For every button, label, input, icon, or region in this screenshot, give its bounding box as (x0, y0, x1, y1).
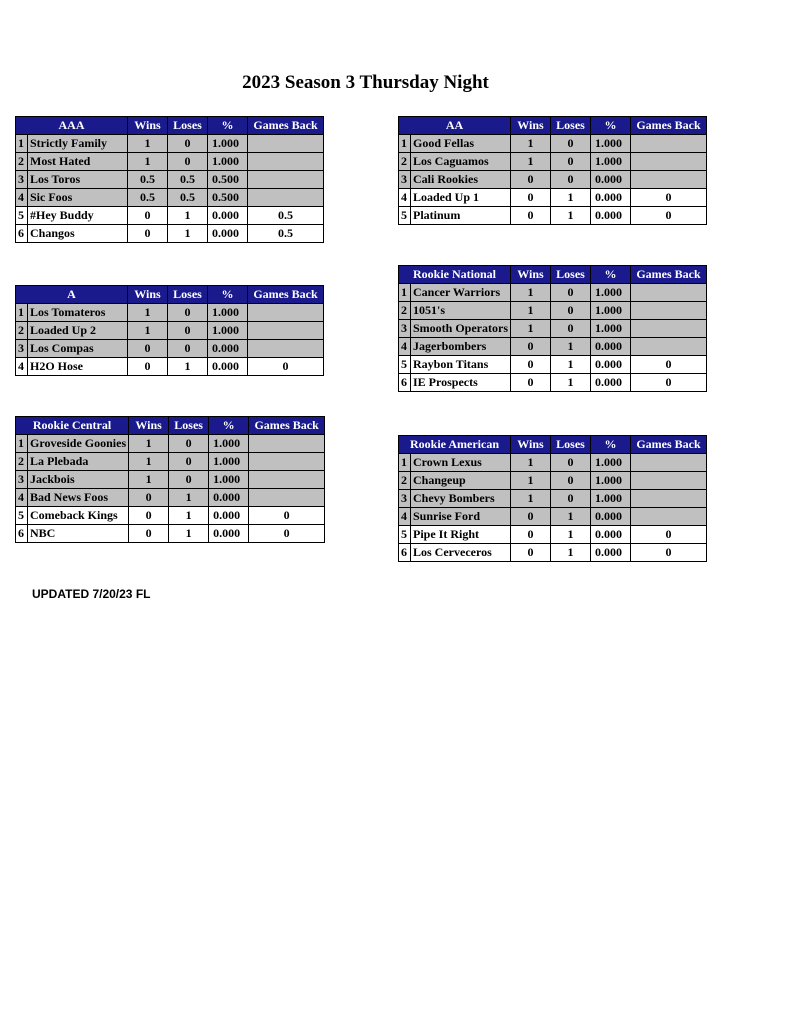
table-row (16, 135, 324, 153)
wins-cell: 1 (128, 135, 168, 153)
header-loses: Loses (168, 286, 208, 304)
loses-cell: 0 (169, 471, 209, 489)
wins-cell: 1 (511, 490, 551, 508)
pct-cell: 0.000 (208, 358, 248, 376)
games-back-cell: 0 (631, 356, 707, 374)
wins-cell: 0 (129, 507, 169, 525)
rank-cell: 6 (16, 225, 28, 243)
team-name-cell: NBC (28, 525, 129, 543)
team-name-cell: Los Compas (28, 340, 128, 358)
rank-cell: 3 (399, 490, 411, 508)
header-pct: % (209, 417, 249, 435)
standings-table-aa (398, 116, 707, 225)
loses-cell: 0.5 (168, 189, 208, 207)
team-name-cell: Groveside Goonies (28, 435, 129, 453)
table-row (399, 544, 707, 562)
table-row (399, 338, 707, 356)
loses-cell: 1 (551, 189, 591, 207)
pct-cell: 1.000 (591, 153, 631, 171)
pct-cell: 0.500 (208, 171, 248, 189)
team-name-cell: La Plebada (28, 453, 129, 471)
pct-cell: 1.000 (591, 320, 631, 338)
header-pct: % (591, 117, 631, 135)
table-header-row (399, 266, 707, 284)
wins-cell: 1 (129, 471, 169, 489)
wins-cell: 1 (511, 320, 551, 338)
games-back-cell (249, 453, 325, 471)
rank-cell: 1 (16, 435, 28, 453)
team-name-cell: #Hey Buddy (28, 207, 128, 225)
pct-cell: 0.000 (591, 526, 631, 544)
pct-cell: 0.000 (209, 525, 249, 543)
games-back-cell (631, 454, 707, 472)
rank-cell: 4 (16, 189, 28, 207)
table-header-row (16, 117, 324, 135)
header-wins: Wins (511, 436, 551, 454)
pct-cell: 0.500 (208, 189, 248, 207)
loses-cell: 1 (551, 374, 591, 392)
division-name: Rookie American (399, 436, 511, 454)
wins-cell: 1 (128, 304, 168, 322)
loses-cell: 1 (551, 356, 591, 374)
rank-cell: 2 (399, 472, 411, 490)
team-name-cell: Pipe It Right (411, 526, 511, 544)
rank-cell: 6 (16, 525, 28, 543)
header-wins: Wins (128, 117, 168, 135)
rank-cell: 3 (399, 171, 411, 189)
loses-cell: 1 (169, 507, 209, 525)
team-name-cell: Los Cerveceros (411, 544, 511, 562)
wins-cell: 1 (511, 135, 551, 153)
table-row (16, 489, 325, 507)
pct-cell: 0.000 (591, 207, 631, 225)
team-name-cell: Cancer Warriors (411, 284, 511, 302)
table-row (16, 340, 324, 358)
loses-cell: 0.5 (168, 171, 208, 189)
loses-cell: 0 (169, 453, 209, 471)
loses-cell: 0 (551, 153, 591, 171)
wins-cell: 0 (128, 207, 168, 225)
games-back-cell: 0 (631, 526, 707, 544)
loses-cell: 1 (168, 225, 208, 243)
table-header-row (399, 436, 707, 454)
table-row (399, 302, 707, 320)
pct-cell: 1.000 (209, 435, 249, 453)
rank-cell: 3 (16, 171, 28, 189)
table-row (399, 356, 707, 374)
table-row (399, 374, 707, 392)
standings-table-aaa (15, 116, 324, 243)
games-back-cell (248, 135, 324, 153)
games-back-cell: 0.5 (248, 207, 324, 225)
rank-cell: 2 (399, 153, 411, 171)
wins-cell: 1 (129, 453, 169, 471)
standings-table-a (15, 285, 324, 376)
games-back-cell (631, 490, 707, 508)
pct-cell: 1.000 (591, 490, 631, 508)
table-row (16, 435, 325, 453)
wins-cell: 0 (511, 508, 551, 526)
team-name-cell: Loaded Up 2 (28, 322, 128, 340)
pct-cell: 0.000 (591, 374, 631, 392)
table-row (399, 526, 707, 544)
games-back-cell: 0 (248, 358, 324, 376)
header-loses: Loses (551, 117, 591, 135)
team-name-cell: Los Caguamos (411, 153, 511, 171)
pct-cell: 1.000 (209, 453, 249, 471)
rank-cell: 2 (16, 153, 28, 171)
header-pct: % (591, 436, 631, 454)
games-back-cell (631, 320, 707, 338)
games-back-cell (631, 284, 707, 302)
pct-cell: 0.000 (591, 171, 631, 189)
loses-cell: 0 (551, 490, 591, 508)
header-loses: Loses (168, 117, 208, 135)
games-back-cell (248, 340, 324, 358)
page-title: 2023 Season 3 Thursday Night (242, 72, 489, 93)
table-row (16, 453, 325, 471)
table-row (399, 284, 707, 302)
games-back-cell (248, 304, 324, 322)
wins-cell: 0 (129, 489, 169, 507)
table-row (399, 508, 707, 526)
games-back-cell (631, 508, 707, 526)
table-row (399, 207, 707, 225)
rank-cell: 5 (399, 356, 411, 374)
table-row (399, 189, 707, 207)
wins-cell: 0 (511, 207, 551, 225)
wins-cell: 1 (511, 302, 551, 320)
games-back-cell (249, 435, 325, 453)
games-back-cell: 0 (631, 189, 707, 207)
team-name-cell: Comeback Kings (28, 507, 129, 525)
rank-cell: 3 (16, 471, 28, 489)
games-back-cell: 0 (631, 207, 707, 225)
rank-cell: 1 (399, 284, 411, 302)
loses-cell: 0 (551, 302, 591, 320)
pct-cell: 1.000 (208, 135, 248, 153)
pct-cell: 0.000 (208, 207, 248, 225)
rank-cell: 6 (399, 544, 411, 562)
rank-cell: 3 (16, 340, 28, 358)
loses-cell: 0 (551, 472, 591, 490)
team-name-cell: Loaded Up 1 (411, 189, 511, 207)
table-row (399, 454, 707, 472)
table-row (16, 171, 324, 189)
header-pct: % (591, 266, 631, 284)
loses-cell: 1 (551, 508, 591, 526)
rank-cell: 1 (16, 135, 28, 153)
header-games-back: Games Back (248, 286, 324, 304)
updated-note: UPDATED 7/20/23 FL (32, 587, 151, 601)
header-loses: Loses (169, 417, 209, 435)
table-row (16, 189, 324, 207)
header-games-back: Games Back (631, 117, 707, 135)
loses-cell: 0 (551, 284, 591, 302)
rank-cell: 5 (16, 207, 28, 225)
pct-cell: 1.000 (209, 471, 249, 489)
team-name-cell: Los Tomateros (28, 304, 128, 322)
header-wins: Wins (128, 286, 168, 304)
rank-cell: 2 (399, 302, 411, 320)
header-games-back: Games Back (248, 117, 324, 135)
division-name: AA (399, 117, 511, 135)
table-row (399, 472, 707, 490)
team-name-cell: Strictly Family (28, 135, 128, 153)
rank-cell: 2 (16, 453, 28, 471)
wins-cell: 0 (511, 374, 551, 392)
table-row (16, 507, 325, 525)
team-name-cell: Los Toros (28, 171, 128, 189)
pct-cell: 1.000 (591, 135, 631, 153)
standings-table-rookie-central (15, 416, 325, 543)
games-back-cell (631, 302, 707, 320)
pct-cell: 0.000 (591, 508, 631, 526)
team-name-cell: Jagerbombers (411, 338, 511, 356)
header-games-back: Games Back (249, 417, 325, 435)
loses-cell: 0 (551, 135, 591, 153)
team-name-cell: Sunrise Ford (411, 508, 511, 526)
games-back-cell: 0 (631, 374, 707, 392)
pct-cell: 1.000 (591, 284, 631, 302)
rank-cell: 4 (16, 358, 28, 376)
wins-cell: 0 (511, 338, 551, 356)
games-back-cell (248, 171, 324, 189)
rank-cell: 6 (399, 374, 411, 392)
rank-cell: 5 (16, 507, 28, 525)
header-games-back: Games Back (631, 436, 707, 454)
team-name-cell: Smooth Operators (411, 320, 511, 338)
loses-cell: 0 (168, 322, 208, 340)
division-name: A (16, 286, 128, 304)
games-back-cell: 0.5 (248, 225, 324, 243)
loses-cell: 0 (168, 153, 208, 171)
loses-cell: 1 (551, 207, 591, 225)
header-pct: % (208, 286, 248, 304)
team-name-cell: Platinum (411, 207, 511, 225)
wins-cell: 0 (511, 356, 551, 374)
pct-cell: 0.000 (209, 507, 249, 525)
wins-cell: 1 (511, 153, 551, 171)
wins-cell: 0 (511, 171, 551, 189)
table-row (399, 320, 707, 338)
games-back-cell (249, 471, 325, 489)
wins-cell: 0 (128, 340, 168, 358)
games-back-cell: 0 (249, 507, 325, 525)
table-header-row (16, 417, 325, 435)
table-row (16, 225, 324, 243)
loses-cell: 0 (551, 454, 591, 472)
games-back-cell (248, 153, 324, 171)
games-back-cell (631, 135, 707, 153)
loses-cell: 1 (168, 358, 208, 376)
header-loses: Loses (551, 436, 591, 454)
rank-cell: 4 (399, 338, 411, 356)
table-header-row (399, 117, 707, 135)
rank-cell: 5 (399, 207, 411, 225)
pct-cell: 0.000 (208, 340, 248, 358)
pct-cell: 1.000 (208, 304, 248, 322)
standings-table-rookie-national (398, 265, 707, 392)
games-back-cell (631, 171, 707, 189)
wins-cell: 1 (511, 472, 551, 490)
pct-cell: 0.000 (209, 489, 249, 507)
rank-cell: 1 (399, 135, 411, 153)
wins-cell: 0 (128, 225, 168, 243)
table-row (16, 153, 324, 171)
rank-cell: 4 (16, 489, 28, 507)
games-back-cell: 0 (631, 544, 707, 562)
table-row (399, 171, 707, 189)
rank-cell: 3 (399, 320, 411, 338)
table-row (16, 525, 325, 543)
games-back-cell (249, 489, 325, 507)
team-name-cell: Raybon Titans (411, 356, 511, 374)
games-back-cell (631, 338, 707, 356)
team-name-cell: IE Prospects (411, 374, 511, 392)
standings-table-rookie-american (398, 435, 707, 562)
loses-cell: 0 (168, 304, 208, 322)
table-row (16, 304, 324, 322)
games-back-cell: 0 (249, 525, 325, 543)
loses-cell: 0 (168, 340, 208, 358)
table-header-row (16, 286, 324, 304)
pct-cell: 0.000 (591, 356, 631, 374)
loses-cell: 0 (169, 435, 209, 453)
wins-cell: 1 (128, 153, 168, 171)
wins-cell: 0 (128, 358, 168, 376)
rank-cell: 1 (16, 304, 28, 322)
table-row (399, 153, 707, 171)
header-games-back: Games Back (631, 266, 707, 284)
team-name-cell: Good Fellas (411, 135, 511, 153)
table-row (16, 358, 324, 376)
pct-cell: 0.000 (208, 225, 248, 243)
wins-cell: 0.5 (128, 171, 168, 189)
division-name: Rookie Central (16, 417, 129, 435)
team-name-cell: Cali Rookies (411, 171, 511, 189)
rank-cell: 4 (399, 508, 411, 526)
wins-cell: 1 (128, 322, 168, 340)
wins-cell: 0 (511, 544, 551, 562)
games-back-cell (248, 322, 324, 340)
loses-cell: 1 (551, 338, 591, 356)
wins-cell: 0.5 (128, 189, 168, 207)
team-name-cell: H2O Hose (28, 358, 128, 376)
table-row (399, 490, 707, 508)
loses-cell: 1 (169, 525, 209, 543)
games-back-cell (248, 189, 324, 207)
header-pct: % (208, 117, 248, 135)
games-back-cell (631, 153, 707, 171)
loses-cell: 0 (168, 135, 208, 153)
team-name-cell: Crown Lexus (411, 454, 511, 472)
division-name: AAA (16, 117, 128, 135)
team-name-cell: Most Hated (28, 153, 128, 171)
wins-cell: 1 (511, 284, 551, 302)
pct-cell: 0.000 (591, 544, 631, 562)
loses-cell: 0 (551, 171, 591, 189)
team-name-cell: Chevy Bombers (411, 490, 511, 508)
pct-cell: 1.000 (208, 322, 248, 340)
rank-cell: 1 (399, 454, 411, 472)
pct-cell: 1.000 (208, 153, 248, 171)
team-name-cell: Changeup (411, 472, 511, 490)
loses-cell: 1 (551, 544, 591, 562)
loses-cell: 1 (551, 526, 591, 544)
team-name-cell: Jackbois (28, 471, 129, 489)
pct-cell: 1.000 (591, 302, 631, 320)
team-name-cell: Bad News Foos (28, 489, 129, 507)
pct-cell: 0.000 (591, 338, 631, 356)
games-back-cell (631, 472, 707, 490)
wins-cell: 1 (129, 435, 169, 453)
rank-cell: 4 (399, 189, 411, 207)
table-row (16, 471, 325, 489)
wins-cell: 1 (511, 454, 551, 472)
pct-cell: 1.000 (591, 472, 631, 490)
loses-cell: 0 (551, 320, 591, 338)
pct-cell: 0.000 (591, 189, 631, 207)
header-wins: Wins (511, 266, 551, 284)
table-row (16, 207, 324, 225)
header-loses: Loses (551, 266, 591, 284)
table-row (399, 135, 707, 153)
team-name-cell: 1051's (411, 302, 511, 320)
header-wins: Wins (511, 117, 551, 135)
table-row (16, 322, 324, 340)
rank-cell: 2 (16, 322, 28, 340)
team-name-cell: Changos (28, 225, 128, 243)
loses-cell: 1 (169, 489, 209, 507)
wins-cell: 0 (511, 189, 551, 207)
pct-cell: 1.000 (591, 454, 631, 472)
rank-cell: 5 (399, 526, 411, 544)
loses-cell: 1 (168, 207, 208, 225)
header-wins: Wins (129, 417, 169, 435)
division-name: Rookie National (399, 266, 511, 284)
team-name-cell: Sic Foos (28, 189, 128, 207)
wins-cell: 0 (511, 526, 551, 544)
wins-cell: 0 (129, 525, 169, 543)
